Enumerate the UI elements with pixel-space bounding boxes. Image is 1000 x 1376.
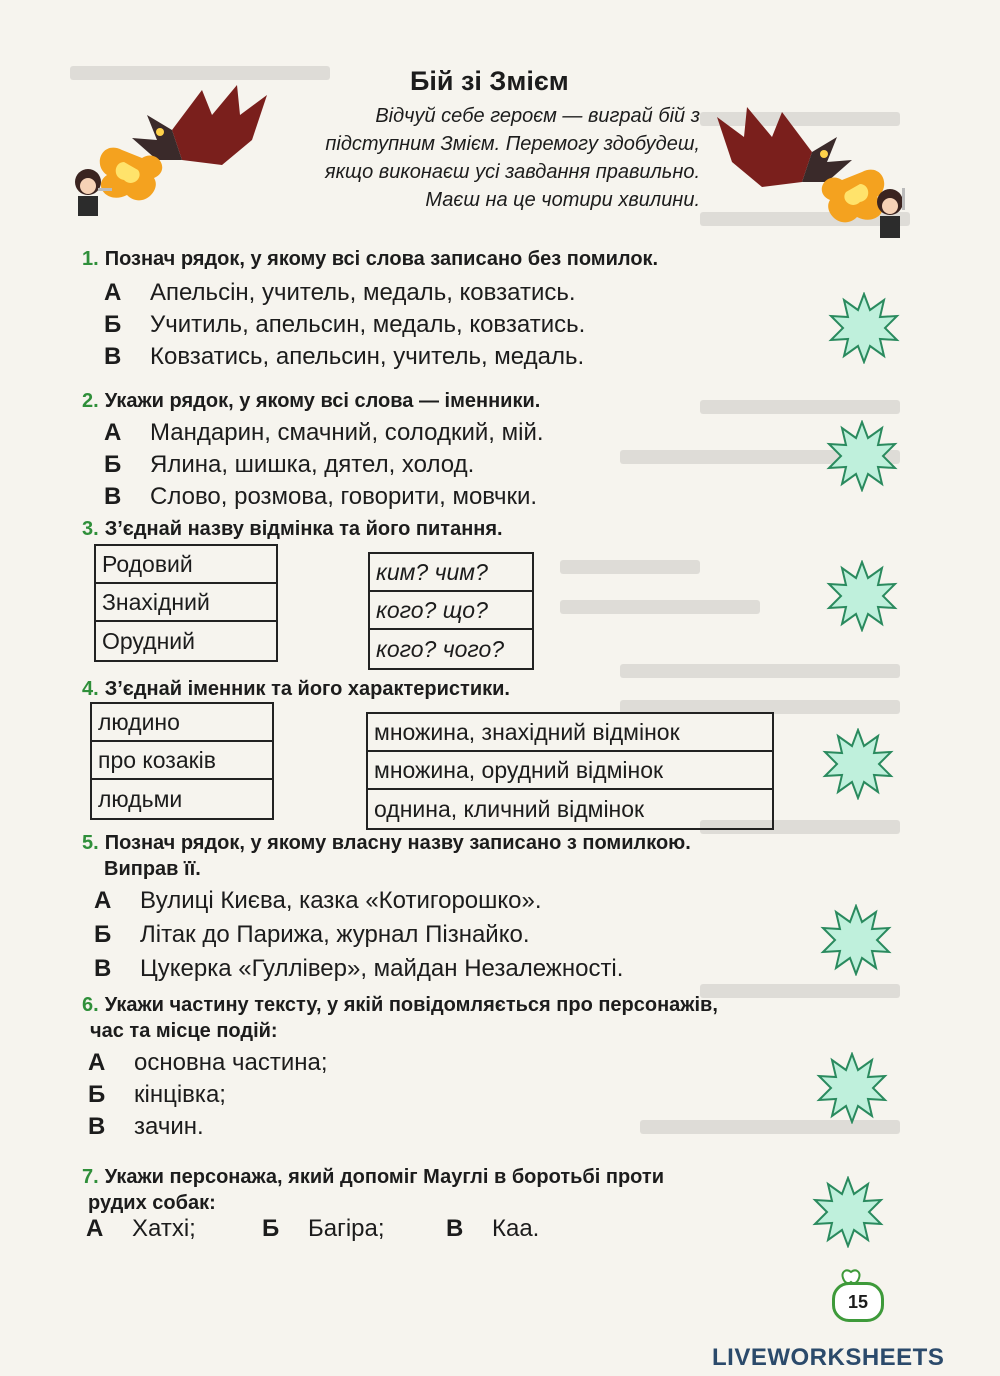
answer-option[interactable]	[94, 920, 529, 950]
option-letter: А	[88, 1049, 106, 1076]
option-text: Цукерка «Гуллівер», майдан Незалежності.	[140, 955, 624, 982]
answer-star-4-icon[interactable]	[822, 728, 894, 800]
question-number: 3.	[82, 518, 99, 540]
option-letter: В	[104, 343, 122, 370]
match-item[interactable]: Орудний	[102, 627, 195, 654]
question-text: Познач рядок, у якому власну назву записано з помилкою.	[104, 832, 691, 854]
answer-option[interactable]	[104, 482, 537, 512]
option-letter: Б	[104, 451, 122, 478]
option-text: Ковзатись, апельсин, учитель, медаль.	[150, 343, 585, 370]
nouns-box	[90, 702, 274, 820]
question-5-continuation: Виправ її.	[104, 858, 201, 880]
answer-option[interactable]	[88, 1048, 328, 1078]
answer-option[interactable]	[104, 342, 584, 372]
answer-star-7-icon[interactable]	[812, 1176, 884, 1248]
question-text: З’єднай іменник та його характеристики.	[104, 678, 510, 700]
option-letter: Б	[262, 1215, 280, 1242]
question-text: Укажи частину тексту, у якій повідомляється про персонажів,	[104, 994, 718, 1016]
dragon-boy-illustration	[712, 92, 922, 242]
answer-star-6-icon[interactable]	[816, 1052, 888, 1124]
option-letter: А	[104, 419, 122, 446]
option-text: Ялина, шишка, дятел, холод.	[150, 451, 475, 478]
question-1	[82, 246, 658, 272]
page-title: Бій зі Змієм	[410, 66, 569, 96]
case-questions-box	[368, 552, 534, 670]
match-item[interactable]: однина, кличний відмінок	[374, 795, 645, 822]
option-text: основна частина;	[134, 1049, 328, 1076]
answer-star-5-icon[interactable]	[820, 904, 892, 976]
question-text: Укажи персонажа, який допоміг Мауглі в боротьбі проти	[104, 1166, 664, 1188]
answer-option[interactable]	[86, 1214, 196, 1244]
match-item[interactable]: кого? чого?	[376, 635, 505, 662]
match-item[interactable]: про козаків	[92, 742, 272, 780]
watermark-logo: LIVEWORKSHEETS	[712, 1344, 945, 1371]
answer-option[interactable]	[262, 1214, 385, 1244]
dragon-girl-illustration	[62, 70, 272, 220]
option-letter: Б	[94, 921, 112, 948]
question-text: Познач рядок, у якому всі слова записано без помилок.	[104, 248, 659, 270]
answer-star-3-icon[interactable]	[826, 560, 898, 632]
question-text: З’єднай назву відмінка та його питання.	[104, 518, 503, 540]
characteristics-box	[366, 712, 774, 830]
question-7-continuation: рудих собак:	[88, 1192, 216, 1214]
option-text: Мандарин, смачний, солодкий, мій.	[150, 419, 544, 446]
question-3	[82, 516, 503, 542]
answer-option[interactable]	[446, 1214, 539, 1244]
answer-option[interactable]	[88, 1112, 204, 1142]
answer-star-2-icon[interactable]	[826, 420, 898, 492]
answer-option[interactable]	[94, 886, 542, 916]
match-item[interactable]: Знахідний	[96, 584, 276, 622]
case-names-box	[94, 544, 278, 662]
option-text: Каа.	[492, 1215, 540, 1242]
question-6-continuation: час та місце подій:	[90, 1020, 278, 1042]
match-item[interactable]: множина, знахідний відмінок	[368, 714, 772, 752]
question-2	[82, 388, 540, 414]
question-number: 5.	[82, 832, 99, 854]
option-text: Вулиці Києва, казка «Котигорошко».	[140, 887, 542, 914]
option-letter: А	[104, 279, 122, 306]
match-item[interactable]: множина, орудний відмінок	[368, 752, 772, 790]
answer-option[interactable]	[104, 418, 544, 448]
intro-text: Відчуй себе героєм — виграй бій з підступним Змієм. Перемогу здобудеш, якщо виконаєш усі завдання правильно. Маєш на це чотири хвилини.	[324, 105, 700, 211]
option-text: Апельсін, учитель, медаль, ковзатись.	[150, 279, 576, 306]
match-item[interactable]: людино	[92, 704, 272, 742]
option-text: Слово, розмова, говорити, мовчки.	[150, 483, 538, 510]
question-number: 1.	[82, 248, 99, 270]
answer-option[interactable]	[104, 450, 474, 480]
question-number: 6.	[82, 994, 99, 1016]
page-number: 15	[832, 1282, 884, 1322]
match-item[interactable]: ким? чим?	[370, 554, 532, 592]
answer-star-1-icon[interactable]	[828, 292, 900, 364]
question-number: 2.	[82, 390, 99, 412]
answer-option[interactable]	[88, 1080, 226, 1110]
option-letter: В	[94, 955, 112, 982]
option-letter: В	[446, 1215, 464, 1242]
option-text: Багіра;	[308, 1215, 385, 1242]
option-letter: А	[86, 1215, 104, 1242]
question-6	[82, 992, 718, 1018]
option-text: Хатхі;	[132, 1215, 196, 1242]
option-letter: В	[88, 1113, 106, 1140]
answer-option[interactable]	[104, 278, 576, 308]
option-text: зачин.	[134, 1113, 204, 1140]
question-5	[82, 830, 691, 856]
option-letter: В	[104, 483, 122, 510]
option-text: Літак до Парижа, журнал Пізнайко.	[140, 921, 530, 948]
answer-option[interactable]	[94, 954, 623, 984]
match-item[interactable]: Родовий	[96, 546, 276, 584]
question-number: 7.	[82, 1166, 99, 1188]
answer-option[interactable]	[104, 310, 585, 340]
question-number: 4.	[82, 678, 99, 700]
question-4	[82, 676, 510, 702]
option-text: Учитиль, апельсин, медаль, ковзатись.	[150, 311, 586, 338]
option-text: кінцівка;	[134, 1081, 226, 1108]
question-text: Укажи рядок, у якому всі слова — іменники.	[104, 390, 541, 412]
option-letter: А	[94, 887, 112, 914]
question-7	[82, 1164, 664, 1190]
option-letter: Б	[104, 311, 122, 338]
match-item[interactable]: кого? що?	[370, 592, 532, 630]
match-item[interactable]: людьми	[98, 785, 183, 812]
option-letter: Б	[88, 1081, 106, 1108]
